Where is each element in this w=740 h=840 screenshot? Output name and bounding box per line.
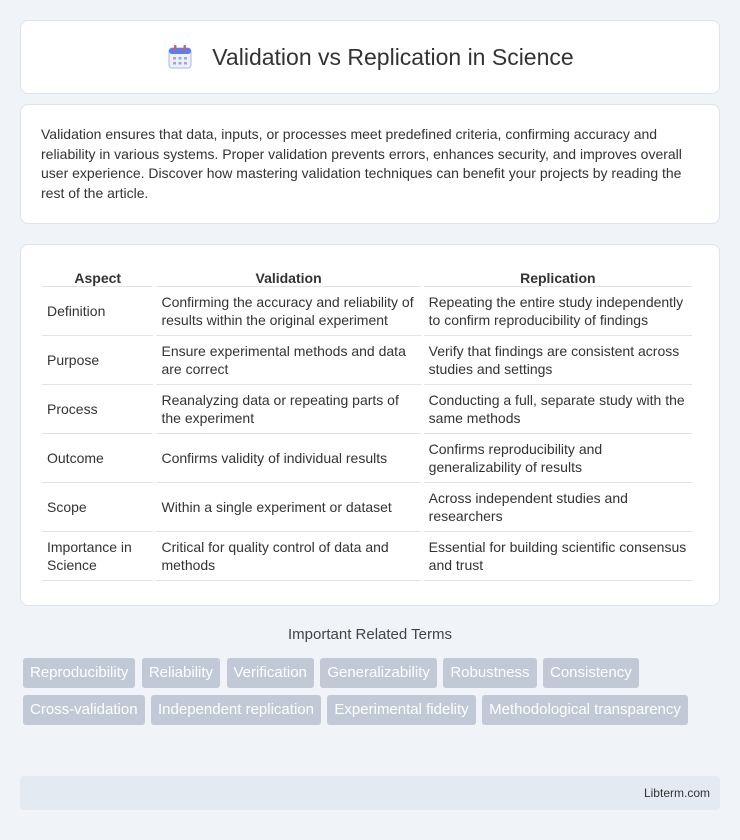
cell-aspect: Importance in Science: [42, 532, 153, 581]
related-terms-title: Important Related Terms: [288, 626, 452, 643]
cell-validation: Reanalyzing data or repeating parts of the experiment: [156, 385, 420, 434]
header-replication: Replication: [424, 265, 692, 287]
tag-methodological-transparency[interactable]: Methodological transparency: [482, 695, 688, 725]
cell-validation: Critical for quality control of data and methods: [156, 532, 420, 581]
cell-aspect: Process: [42, 385, 153, 434]
table-header-row: [42, 265, 692, 287]
cell-aspect: Outcome: [42, 434, 153, 483]
cell-validation: Confirms validity of individual results: [156, 434, 420, 483]
table-row: [42, 287, 692, 336]
cell-validation: Within a single experiment or dataset: [156, 483, 420, 532]
tag-verification[interactable]: Verification: [227, 658, 314, 688]
cell-aspect: Definition: [42, 287, 153, 336]
title-card: [20, 20, 720, 94]
header-aspect: Aspect: [42, 265, 153, 287]
tag-cross-validation[interactable]: Cross-validation: [23, 695, 145, 725]
cell-validation: Confirming the accuracy and reliability of results within the original experiment: [156, 287, 420, 336]
tag-independent-replication[interactable]: Independent replication: [151, 695, 321, 725]
tag-reliability[interactable]: Reliability: [142, 658, 220, 688]
tag-experimental-fidelity[interactable]: Experimental fidelity: [327, 695, 475, 725]
cell-replication: Repeating the entire study independently to confirm reproducibility of findings: [424, 287, 692, 336]
tag-reproducibility[interactable]: Reproducibility: [23, 658, 135, 688]
comparison-card: [20, 244, 720, 606]
cell-replication: Essential for building scientific consensus and trust: [424, 532, 692, 581]
footer-site-link[interactable]: Libterm.com: [643, 786, 710, 800]
cell-replication: Confirms reproducibility and generalizability of results: [424, 434, 692, 483]
footer: [20, 776, 720, 810]
table-row: [42, 483, 692, 532]
related-terms-list: [23, 658, 723, 732]
page-title: Validation vs Replication in Science: [212, 43, 574, 70]
calendar-icon: [166, 43, 194, 71]
cell-validation: Ensure experimental methods and data are correct: [156, 336, 420, 385]
table-row: [42, 532, 692, 581]
intro-card: [20, 104, 720, 224]
intro-text: Validation ensures that data, inputs, or processes meet predefined criteria, confirming accuracy and reliability in various systems. Proper validation prevents errors, enhances security, and improves overall user experience. Discover how mastering validation techniques can benefit your projects by reading the rest of the article.: [41, 126, 682, 201]
cell-aspect: Scope: [42, 483, 153, 532]
comparison-table: [39, 265, 695, 581]
tag-robustness[interactable]: Robustness: [443, 658, 536, 688]
cell-replication: Conducting a full, separate study with the same methods: [424, 385, 692, 434]
tag-consistency[interactable]: Consistency: [543, 658, 639, 688]
header-validation: Validation: [156, 265, 420, 287]
cell-replication: Verify that findings are consistent across studies and settings: [424, 336, 692, 385]
cell-replication: Across independent studies and researchers: [424, 483, 692, 532]
table-row: [42, 434, 692, 483]
cell-aspect: Purpose: [42, 336, 153, 385]
table-row: [42, 385, 692, 434]
tag-generalizability[interactable]: Generalizability: [320, 658, 437, 688]
table-row: [42, 336, 692, 385]
